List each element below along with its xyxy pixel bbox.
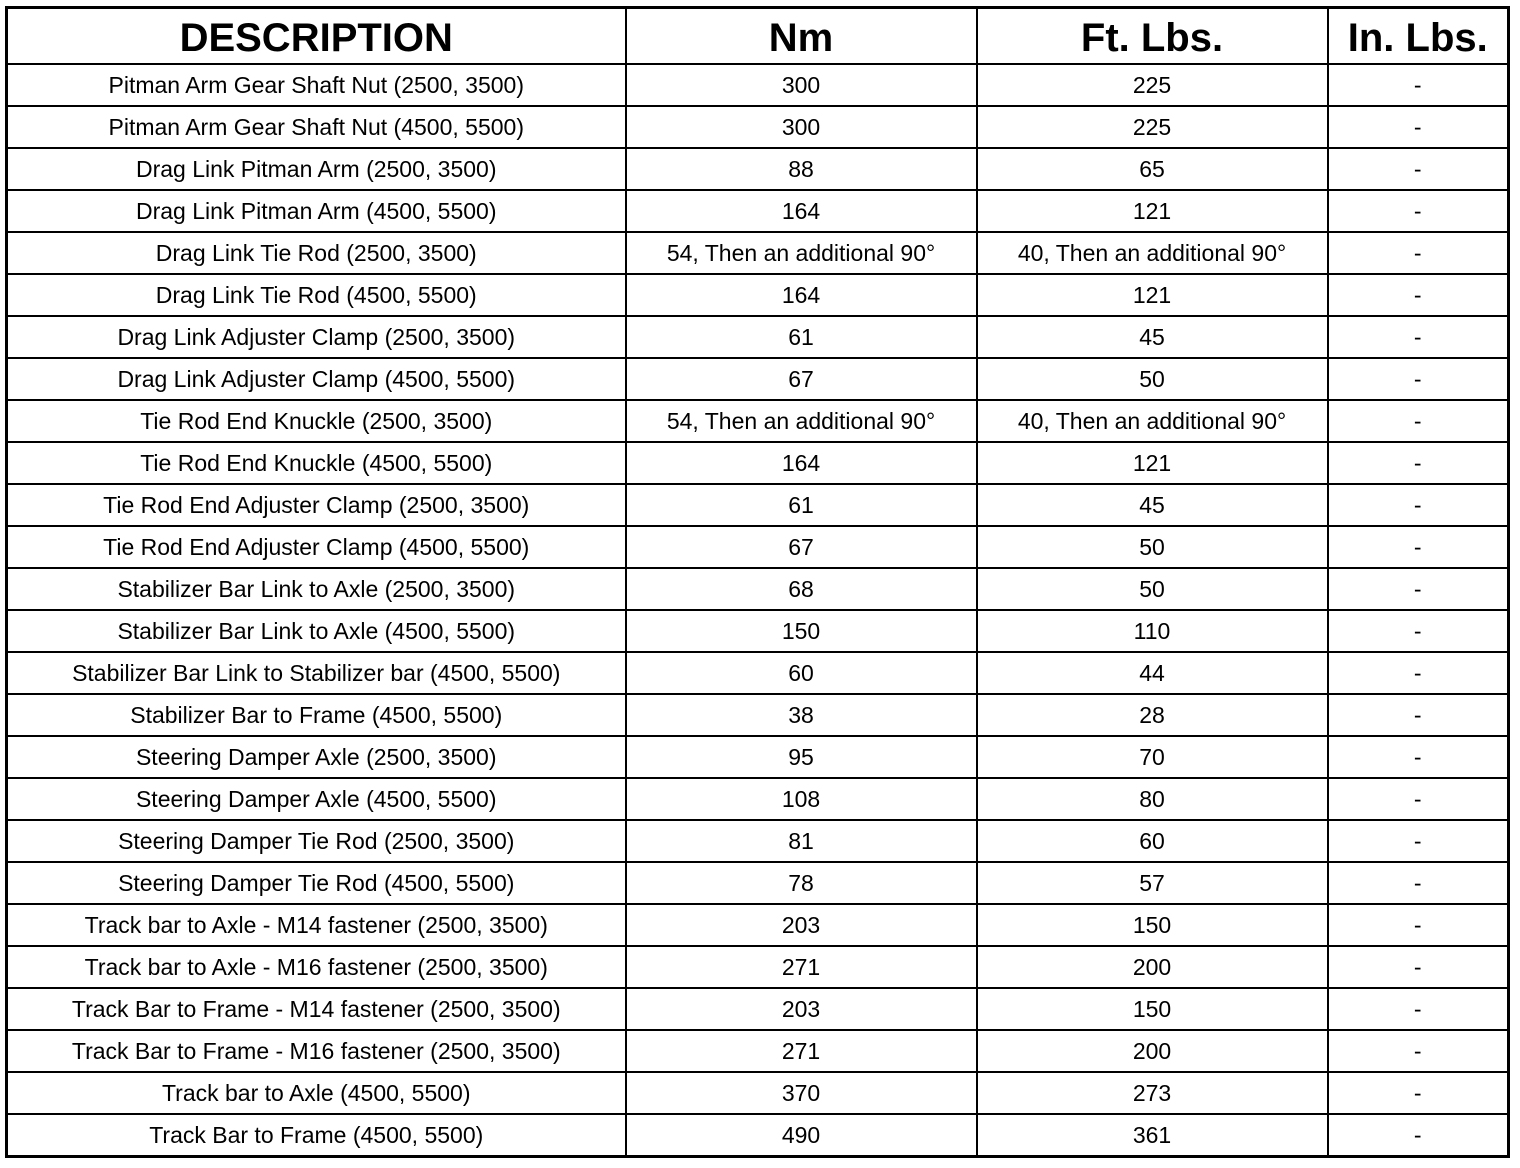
table-row <box>7 274 1509 316</box>
cell-nm: 61 <box>626 316 977 358</box>
cell-in-lbs: - <box>1328 862 1509 904</box>
cell-ft-lbs: 150 <box>977 904 1328 946</box>
cell-in-lbs: - <box>1328 610 1509 652</box>
cell-description: Drag Link Adjuster Clamp (4500, 5500) <box>7 358 626 400</box>
cell-nm: 38 <box>626 694 977 736</box>
cell-nm: 203 <box>626 904 977 946</box>
cell-description: Tie Rod End Knuckle (2500, 3500) <box>7 400 626 442</box>
cell-nm: 54, Then an additional 90° <box>626 400 977 442</box>
cell-nm: 271 <box>626 946 977 988</box>
cell-in-lbs: - <box>1328 484 1509 526</box>
cell-in-lbs: - <box>1328 946 1509 988</box>
header-description: DESCRIPTION <box>7 8 626 65</box>
cell-in-lbs: - <box>1328 274 1509 316</box>
cell-ft-lbs: 60 <box>977 820 1328 862</box>
cell-description: Tie Rod End Adjuster Clamp (2500, 3500) <box>7 484 626 526</box>
table-row <box>7 820 1509 862</box>
cell-nm: 68 <box>626 568 977 610</box>
cell-ft-lbs: 121 <box>977 274 1328 316</box>
cell-description: Track Bar to Frame - M14 fastener (2500, 3500) <box>7 988 626 1030</box>
cell-description: Track Bar to Frame (4500, 5500) <box>7 1114 626 1157</box>
cell-description: Steering Damper Tie Rod (4500, 5500) <box>7 862 626 904</box>
cell-ft-lbs: 110 <box>977 610 1328 652</box>
table-row <box>7 484 1509 526</box>
cell-in-lbs: - <box>1328 526 1509 568</box>
cell-ft-lbs: 121 <box>977 442 1328 484</box>
table-row <box>7 946 1509 988</box>
cell-description: Pitman Arm Gear Shaft Nut (4500, 5500) <box>7 106 626 148</box>
cell-nm: 54, Then an additional 90° <box>626 232 977 274</box>
table-row <box>7 1030 1509 1072</box>
table-row <box>7 736 1509 778</box>
cell-description: Drag Link Pitman Arm (4500, 5500) <box>7 190 626 232</box>
cell-description: Stabilizer Bar Link to Axle (4500, 5500) <box>7 610 626 652</box>
cell-description: Stabilizer Bar Link to Axle (2500, 3500) <box>7 568 626 610</box>
cell-description: Track bar to Axle - M16 fastener (2500, 3500) <box>7 946 626 988</box>
table-row <box>7 862 1509 904</box>
cell-in-lbs: - <box>1328 442 1509 484</box>
cell-nm: 108 <box>626 778 977 820</box>
cell-ft-lbs: 273 <box>977 1072 1328 1114</box>
cell-ft-lbs: 44 <box>977 652 1328 694</box>
cell-nm: 150 <box>626 610 977 652</box>
cell-ft-lbs: 225 <box>977 106 1328 148</box>
table-row <box>7 148 1509 190</box>
cell-in-lbs: - <box>1328 1072 1509 1114</box>
table-row <box>7 442 1509 484</box>
header-nm: Nm <box>626 8 977 65</box>
cell-description: Steering Damper Tie Rod (2500, 3500) <box>7 820 626 862</box>
table-row <box>7 526 1509 568</box>
cell-ft-lbs: 70 <box>977 736 1328 778</box>
cell-description: Track bar to Axle - M14 fastener (2500, 3500) <box>7 904 626 946</box>
cell-description: Drag Link Tie Rod (4500, 5500) <box>7 274 626 316</box>
table-body <box>7 64 1509 1157</box>
cell-ft-lbs: 50 <box>977 526 1328 568</box>
table-row <box>7 400 1509 442</box>
table-row <box>7 1072 1509 1114</box>
cell-ft-lbs: 200 <box>977 1030 1328 1072</box>
cell-nm: 88 <box>626 148 977 190</box>
table-row <box>7 358 1509 400</box>
cell-nm: 78 <box>626 862 977 904</box>
table-header-row <box>7 8 1509 65</box>
cell-description: Tie Rod End Knuckle (4500, 5500) <box>7 442 626 484</box>
cell-in-lbs: - <box>1328 694 1509 736</box>
cell-ft-lbs: 57 <box>977 862 1328 904</box>
cell-nm: 67 <box>626 358 977 400</box>
cell-description: Tie Rod End Adjuster Clamp (4500, 5500) <box>7 526 626 568</box>
cell-in-lbs: - <box>1328 64 1509 106</box>
table-row <box>7 316 1509 358</box>
cell-in-lbs: - <box>1328 736 1509 778</box>
header-in-lbs: In. Lbs. <box>1328 8 1509 65</box>
cell-description: Track bar to Axle (4500, 5500) <box>7 1072 626 1114</box>
cell-in-lbs: - <box>1328 190 1509 232</box>
table-row <box>7 1114 1509 1157</box>
cell-in-lbs: - <box>1328 232 1509 274</box>
cell-ft-lbs: 50 <box>977 358 1328 400</box>
cell-description: Track Bar to Frame - M16 fastener (2500, 3500) <box>7 1030 626 1072</box>
table-row <box>7 190 1509 232</box>
cell-description: Steering Damper Axle (4500, 5500) <box>7 778 626 820</box>
cell-in-lbs: - <box>1328 358 1509 400</box>
table-row <box>7 988 1509 1030</box>
cell-in-lbs: - <box>1328 778 1509 820</box>
cell-nm: 164 <box>626 190 977 232</box>
cell-nm: 300 <box>626 106 977 148</box>
cell-in-lbs: - <box>1328 106 1509 148</box>
cell-in-lbs: - <box>1328 1114 1509 1157</box>
cell-nm: 164 <box>626 274 977 316</box>
torque-spec-table <box>5 6 1510 1158</box>
cell-ft-lbs: 361 <box>977 1114 1328 1157</box>
cell-ft-lbs: 225 <box>977 64 1328 106</box>
cell-ft-lbs: 50 <box>977 568 1328 610</box>
cell-in-lbs: - <box>1328 1030 1509 1072</box>
header-ft-lbs: Ft. Lbs. <box>977 8 1328 65</box>
table-row <box>7 694 1509 736</box>
cell-nm: 271 <box>626 1030 977 1072</box>
cell-in-lbs: - <box>1328 148 1509 190</box>
cell-in-lbs: - <box>1328 820 1509 862</box>
cell-nm: 60 <box>626 652 977 694</box>
table-row <box>7 232 1509 274</box>
cell-nm: 490 <box>626 1114 977 1157</box>
cell-ft-lbs: 45 <box>977 484 1328 526</box>
cell-description: Drag Link Adjuster Clamp (2500, 3500) <box>7 316 626 358</box>
table-row <box>7 778 1509 820</box>
cell-in-lbs: - <box>1328 568 1509 610</box>
cell-nm: 370 <box>626 1072 977 1114</box>
cell-description: Pitman Arm Gear Shaft Nut (2500, 3500) <box>7 64 626 106</box>
cell-ft-lbs: 28 <box>977 694 1328 736</box>
table-row <box>7 106 1509 148</box>
cell-nm: 164 <box>626 442 977 484</box>
cell-ft-lbs: 40, Then an additional 90° <box>977 400 1328 442</box>
cell-ft-lbs: 80 <box>977 778 1328 820</box>
cell-ft-lbs: 40, Then an additional 90° <box>977 232 1328 274</box>
cell-description: Steering Damper Axle (2500, 3500) <box>7 736 626 778</box>
cell-in-lbs: - <box>1328 316 1509 358</box>
cell-ft-lbs: 150 <box>977 988 1328 1030</box>
table-row <box>7 652 1509 694</box>
cell-in-lbs: - <box>1328 652 1509 694</box>
table-row <box>7 610 1509 652</box>
table-row <box>7 904 1509 946</box>
cell-description: Stabilizer Bar Link to Stabilizer bar (4500, 5500) <box>7 652 626 694</box>
cell-ft-lbs: 65 <box>977 148 1328 190</box>
cell-nm: 95 <box>626 736 977 778</box>
cell-in-lbs: - <box>1328 988 1509 1030</box>
cell-nm: 67 <box>626 526 977 568</box>
table-row <box>7 64 1509 106</box>
table-row <box>7 568 1509 610</box>
cell-nm: 300 <box>626 64 977 106</box>
cell-in-lbs: - <box>1328 400 1509 442</box>
cell-nm: 81 <box>626 820 977 862</box>
cell-nm: 203 <box>626 988 977 1030</box>
cell-description: Drag Link Tie Rod (2500, 3500) <box>7 232 626 274</box>
cell-nm: 61 <box>626 484 977 526</box>
cell-ft-lbs: 121 <box>977 190 1328 232</box>
cell-description: Stabilizer Bar to Frame (4500, 5500) <box>7 694 626 736</box>
cell-ft-lbs: 45 <box>977 316 1328 358</box>
cell-ft-lbs: 200 <box>977 946 1328 988</box>
cell-description: Drag Link Pitman Arm (2500, 3500) <box>7 148 626 190</box>
cell-in-lbs: - <box>1328 904 1509 946</box>
